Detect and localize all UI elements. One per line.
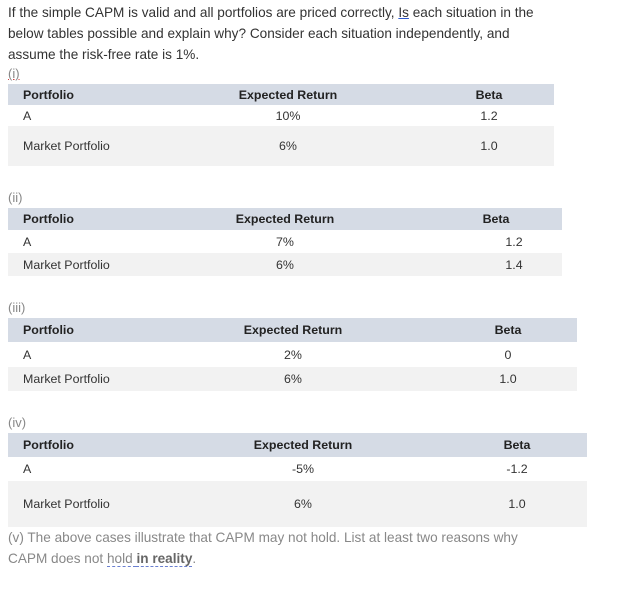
cell-beta: 1.0: [480, 139, 498, 153]
table-header: [8, 84, 554, 105]
table-case-iii: [8, 318, 577, 391]
table-row: [8, 481, 587, 527]
question-line3: assume the risk-free rate is 1%.: [8, 47, 200, 62]
table-row: [8, 230, 562, 253]
cell-beta: 0: [504, 347, 512, 362]
cell-expected-return: 6%: [284, 372, 302, 386]
case-label-ii: [8, 190, 22, 205]
case-label-i: [8, 66, 20, 81]
cell-beta: 1.0: [508, 497, 526, 511]
cell-beta: 1.0: [499, 372, 517, 386]
question-line1-b: each situation in the: [408, 5, 534, 20]
cell-expected-return: 6%: [276, 257, 294, 272]
cell-beta: 1.2: [480, 108, 498, 123]
case-label-iii-text: (iii): [8, 300, 26, 315]
table-row: [8, 457, 587, 481]
case-label-iii: [8, 300, 25, 315]
cell-beta: 1.4: [505, 257, 523, 272]
header-beta: Beta: [482, 212, 510, 226]
cell-expected-return: 6%: [279, 139, 297, 153]
table-header: [8, 318, 577, 342]
header-portfolio: Portfolio: [23, 87, 74, 102]
case-label-iv-text: (iv): [8, 415, 27, 430]
footer-hold: hold: [106, 551, 137, 566]
cell-expected-return: 2%: [284, 347, 302, 362]
cell-expected-return: 6%: [294, 497, 312, 511]
cell-portfolio: Market Portfolio: [23, 497, 110, 511]
table-row: [8, 342, 577, 367]
footer-in-reality: in reality: [136, 551, 193, 566]
header-expected-return: Expected Return: [253, 438, 353, 452]
cell-portfolio: Market Portfolio: [23, 257, 110, 272]
header-portfolio: Portfolio: [23, 323, 74, 337]
footer-line1: (v) The above cases illustrate that CAPM may not hold. List at least two reasons why: [8, 530, 518, 545]
header-expected-return: Expected Return: [235, 212, 335, 226]
footer-period: .: [192, 551, 197, 566]
question-text: [8, 2, 608, 65]
cell-portfolio: A: [23, 234, 32, 249]
cell-beta: 1.2: [505, 234, 523, 249]
question-line1-highlight: Is: [398, 5, 409, 20]
table-header: [8, 208, 562, 230]
table-row: [8, 105, 554, 126]
table-header: [8, 433, 587, 457]
cell-expected-return: -5%: [291, 462, 315, 476]
cell-portfolio: A: [23, 347, 32, 362]
case-label-i-text: (i): [8, 66, 20, 81]
cell-portfolio: A: [23, 462, 32, 476]
table-case-iv: [8, 433, 587, 527]
table-row: [8, 253, 562, 276]
follow-up-question: [8, 527, 608, 569]
case-label-ii-text: (ii): [8, 190, 23, 205]
cell-expected-return: 10%: [275, 108, 301, 123]
table-case-i: [8, 84, 554, 166]
question-line2: below tables possible and explain why? Consider each situation independently, and: [8, 26, 510, 41]
header-portfolio: Portfolio: [23, 212, 74, 226]
cell-beta: -1.2: [506, 462, 528, 476]
footer-line2-a: CAPM does not: [8, 551, 107, 566]
question-line1-a: If the simple CAPM is valid and all portfolios are priced correctly,: [8, 5, 399, 20]
header-expected-return: Expected Return: [243, 323, 343, 337]
header-expected-return: Expected Return: [238, 87, 338, 102]
header-beta: Beta: [503, 438, 531, 452]
table-row: [8, 367, 577, 391]
cell-portfolio: Market Portfolio: [23, 139, 110, 153]
cell-expected-return: 7%: [276, 234, 294, 249]
cell-portfolio: Market Portfolio: [23, 372, 110, 386]
cell-portfolio: A: [23, 108, 32, 123]
table-case-ii: [8, 208, 562, 276]
header-portfolio: Portfolio: [23, 438, 74, 452]
table-row: [8, 126, 554, 166]
header-beta: Beta: [475, 87, 503, 102]
case-label-iv: [8, 415, 26, 430]
header-beta: Beta: [494, 323, 522, 337]
